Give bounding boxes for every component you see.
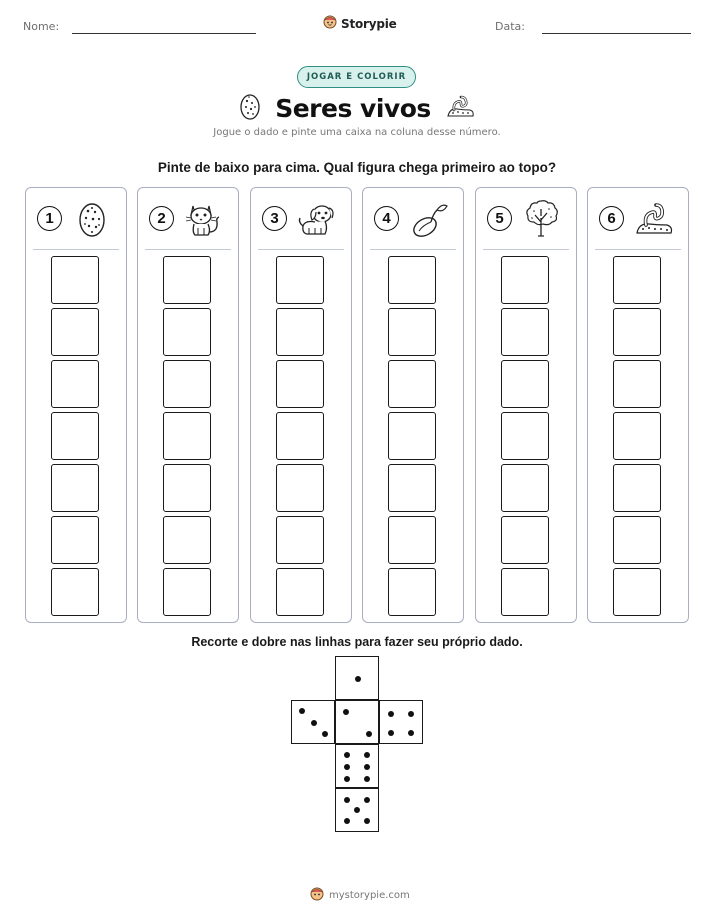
date-label: Data: [495, 20, 525, 33]
column-number: 6 [599, 206, 624, 231]
pip [344, 776, 350, 782]
color-box[interactable] [613, 464, 661, 512]
footer-url[interactable]: mystorypie.com [329, 890, 410, 901]
column-5 [475, 187, 577, 623]
color-box[interactable] [388, 464, 436, 512]
color-box[interactable] [501, 568, 549, 616]
column-number: 3 [262, 206, 287, 231]
column-divider [145, 249, 231, 250]
pip [299, 708, 305, 714]
subtitle: Jogue o dado e pinte uma caixa na coluna desse número. [213, 127, 501, 138]
pip [388, 711, 394, 717]
color-box[interactable] [276, 360, 324, 408]
die-face-4 [379, 700, 423, 744]
color-box[interactable] [163, 568, 211, 616]
title-row [0, 92, 714, 125]
pip [354, 807, 360, 813]
color-box[interactable] [613, 256, 661, 304]
color-box[interactable] [501, 516, 549, 564]
die-face-1 [335, 656, 379, 700]
color-box[interactable] [51, 412, 99, 460]
color-box[interactable] [501, 464, 549, 512]
column-1 [25, 187, 127, 623]
color-box[interactable] [613, 568, 661, 616]
column-2 [137, 187, 239, 623]
egg-icon [72, 200, 112, 238]
color-box[interactable] [163, 256, 211, 304]
color-box[interactable] [388, 256, 436, 304]
category-badge: JOGAR E COLORIR [297, 66, 416, 88]
instruction-bottom: Recorte e dobre nas linhas para fazer seu próprio dado. [191, 635, 523, 649]
pip [364, 776, 370, 782]
pip [344, 764, 350, 770]
column-number: 1 [37, 206, 62, 231]
color-box[interactable] [501, 360, 549, 408]
column-divider [483, 249, 569, 250]
worm-icon [445, 94, 475, 123]
color-box[interactable] [51, 360, 99, 408]
color-box[interactable] [613, 308, 661, 356]
color-box[interactable] [388, 360, 436, 408]
pie-mascot-icon [309, 885, 325, 906]
color-box[interactable] [51, 568, 99, 616]
column-3 [250, 187, 352, 623]
column-number: 4 [374, 206, 399, 231]
color-box[interactable] [51, 516, 99, 564]
column-divider [33, 249, 119, 250]
instruction-top: Pinte de baixo para cima. Qual figura chega primeiro ao topo? [157, 160, 557, 175]
die-face-5 [335, 788, 379, 832]
pip [344, 818, 350, 824]
pie-mascot-icon [322, 13, 338, 34]
pip [388, 730, 394, 736]
color-box[interactable] [276, 516, 324, 564]
brand-name: Storypie [341, 16, 397, 31]
die-face-6 [335, 744, 379, 788]
color-box[interactable] [388, 412, 436, 460]
color-box[interactable] [163, 360, 211, 408]
pip [408, 711, 414, 717]
date-line[interactable] [542, 33, 691, 34]
pip [364, 818, 370, 824]
color-box[interactable] [501, 412, 549, 460]
color-box[interactable] [613, 412, 661, 460]
column-6 [587, 187, 689, 623]
column-divider [595, 249, 681, 250]
die-face-3 [291, 700, 335, 744]
color-box[interactable] [51, 464, 99, 512]
name-line[interactable] [72, 33, 256, 34]
kitten-icon [184, 200, 224, 238]
seed-sprout-icon [409, 200, 449, 238]
footer [309, 885, 410, 906]
pip [355, 676, 361, 682]
column-number: 2 [149, 206, 174, 231]
pip [322, 731, 328, 737]
pip [364, 764, 370, 770]
color-box[interactable] [51, 256, 99, 304]
color-box[interactable] [276, 256, 324, 304]
pip [344, 797, 350, 803]
pip [364, 797, 370, 803]
color-box[interactable] [51, 308, 99, 356]
column-4 [362, 187, 464, 623]
color-box[interactable] [388, 308, 436, 356]
color-box[interactable] [501, 308, 549, 356]
name-label: Nome: [23, 20, 60, 33]
color-box[interactable] [163, 464, 211, 512]
pip [343, 709, 349, 715]
color-box[interactable] [613, 360, 661, 408]
page-title: Seres vivos [275, 94, 431, 123]
color-box[interactable] [163, 412, 211, 460]
column-divider [370, 249, 456, 250]
pip [344, 752, 350, 758]
pip [364, 752, 370, 758]
color-box[interactable] [276, 308, 324, 356]
column-number: 5 [487, 206, 512, 231]
die-face-1 [335, 700, 379, 744]
worm-icon [634, 200, 674, 238]
pip [366, 731, 372, 737]
puppy-icon [297, 200, 337, 238]
tree-icon [522, 200, 562, 238]
color-box[interactable] [276, 412, 324, 460]
pip [311, 720, 317, 726]
color-box[interactable] [613, 516, 661, 564]
color-box[interactable] [388, 516, 436, 564]
color-box[interactable] [388, 568, 436, 616]
color-box[interactable] [276, 464, 324, 512]
color-box[interactable] [501, 256, 549, 304]
brand-logo [322, 13, 397, 34]
color-box[interactable] [276, 568, 324, 616]
pip [408, 730, 414, 736]
color-box[interactable] [163, 516, 211, 564]
column-divider [258, 249, 344, 250]
egg-icon [239, 92, 261, 125]
color-box[interactable] [163, 308, 211, 356]
